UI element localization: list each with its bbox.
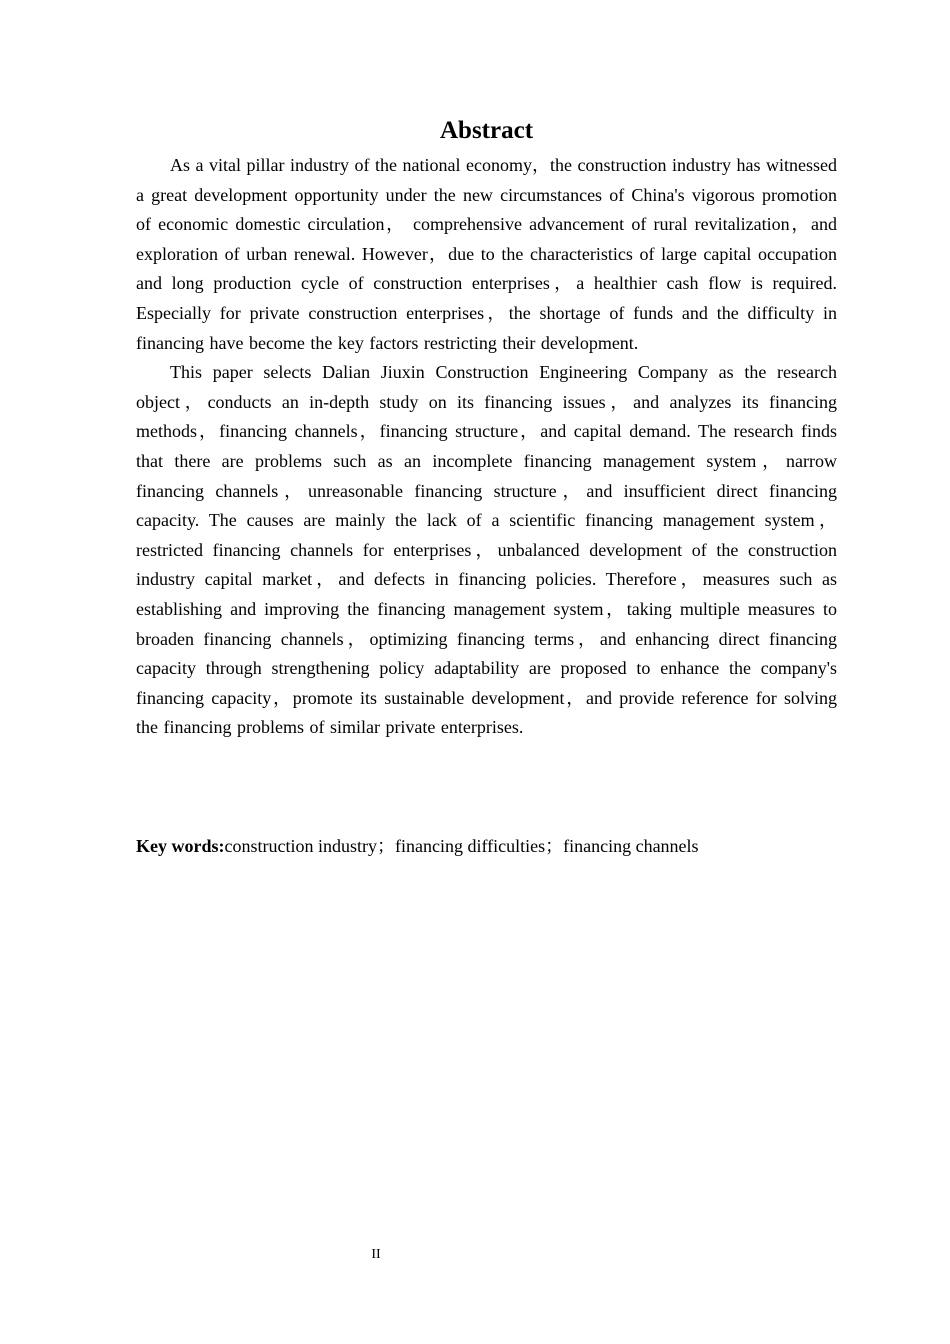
abstract-body (136, 151, 837, 743)
page-number: II (371, 1247, 381, 1262)
keywords-text: construction industry；financing difficulties；financing channels (224, 836, 699, 856)
abstract-paragraph-1: As a vital pillar industry of the national economy，the construction industry has witnessed a great development opportunity under the new circumstances of China's vigorous promotion of economic domestic circulation， comprehensive advancement of rural revitalization，and exploration of urban renewal. However，due to the characteristics of large capital occupation and long production cycle of construction enterprises，a healthier cash flow is required. Especially for private construction enterprises，the shortage of funds and the difficulty in financing have become the key factors restricting their development. (136, 155, 837, 353)
abstract-paragraph-2: This paper selects Dalian Jiuxin Construction Engineering Company as the research object，conducts an in-depth study on its financing issues，and analyzes its financing methods，financing channels，financing structure，and capital demand. The research finds that there are problems such as an incomplete financing management system，narrow financing channels，unreasonable financing structure，and insufficient direct financing capacity. The causes are mainly the lack of a scientific financing management system，restricted financing channels for enterprises，unbalanced development of the construction industry capital market，and defects in financing policies. Therefore，measures such as establishing and improving the financing management system，taking multiple measures to broaden financing channels，optimizing financing terms，and enhancing direct financing capacity through strengthening policy adaptability are proposed to enhance the company's financing capacity，promote its sustainable development，and provide reference for solving the financing problems of similar private enterprises. (136, 362, 837, 738)
keywords-line (136, 832, 837, 861)
keywords-label: Key words: (136, 836, 225, 856)
abstract-title: Abstract (439, 117, 534, 144)
